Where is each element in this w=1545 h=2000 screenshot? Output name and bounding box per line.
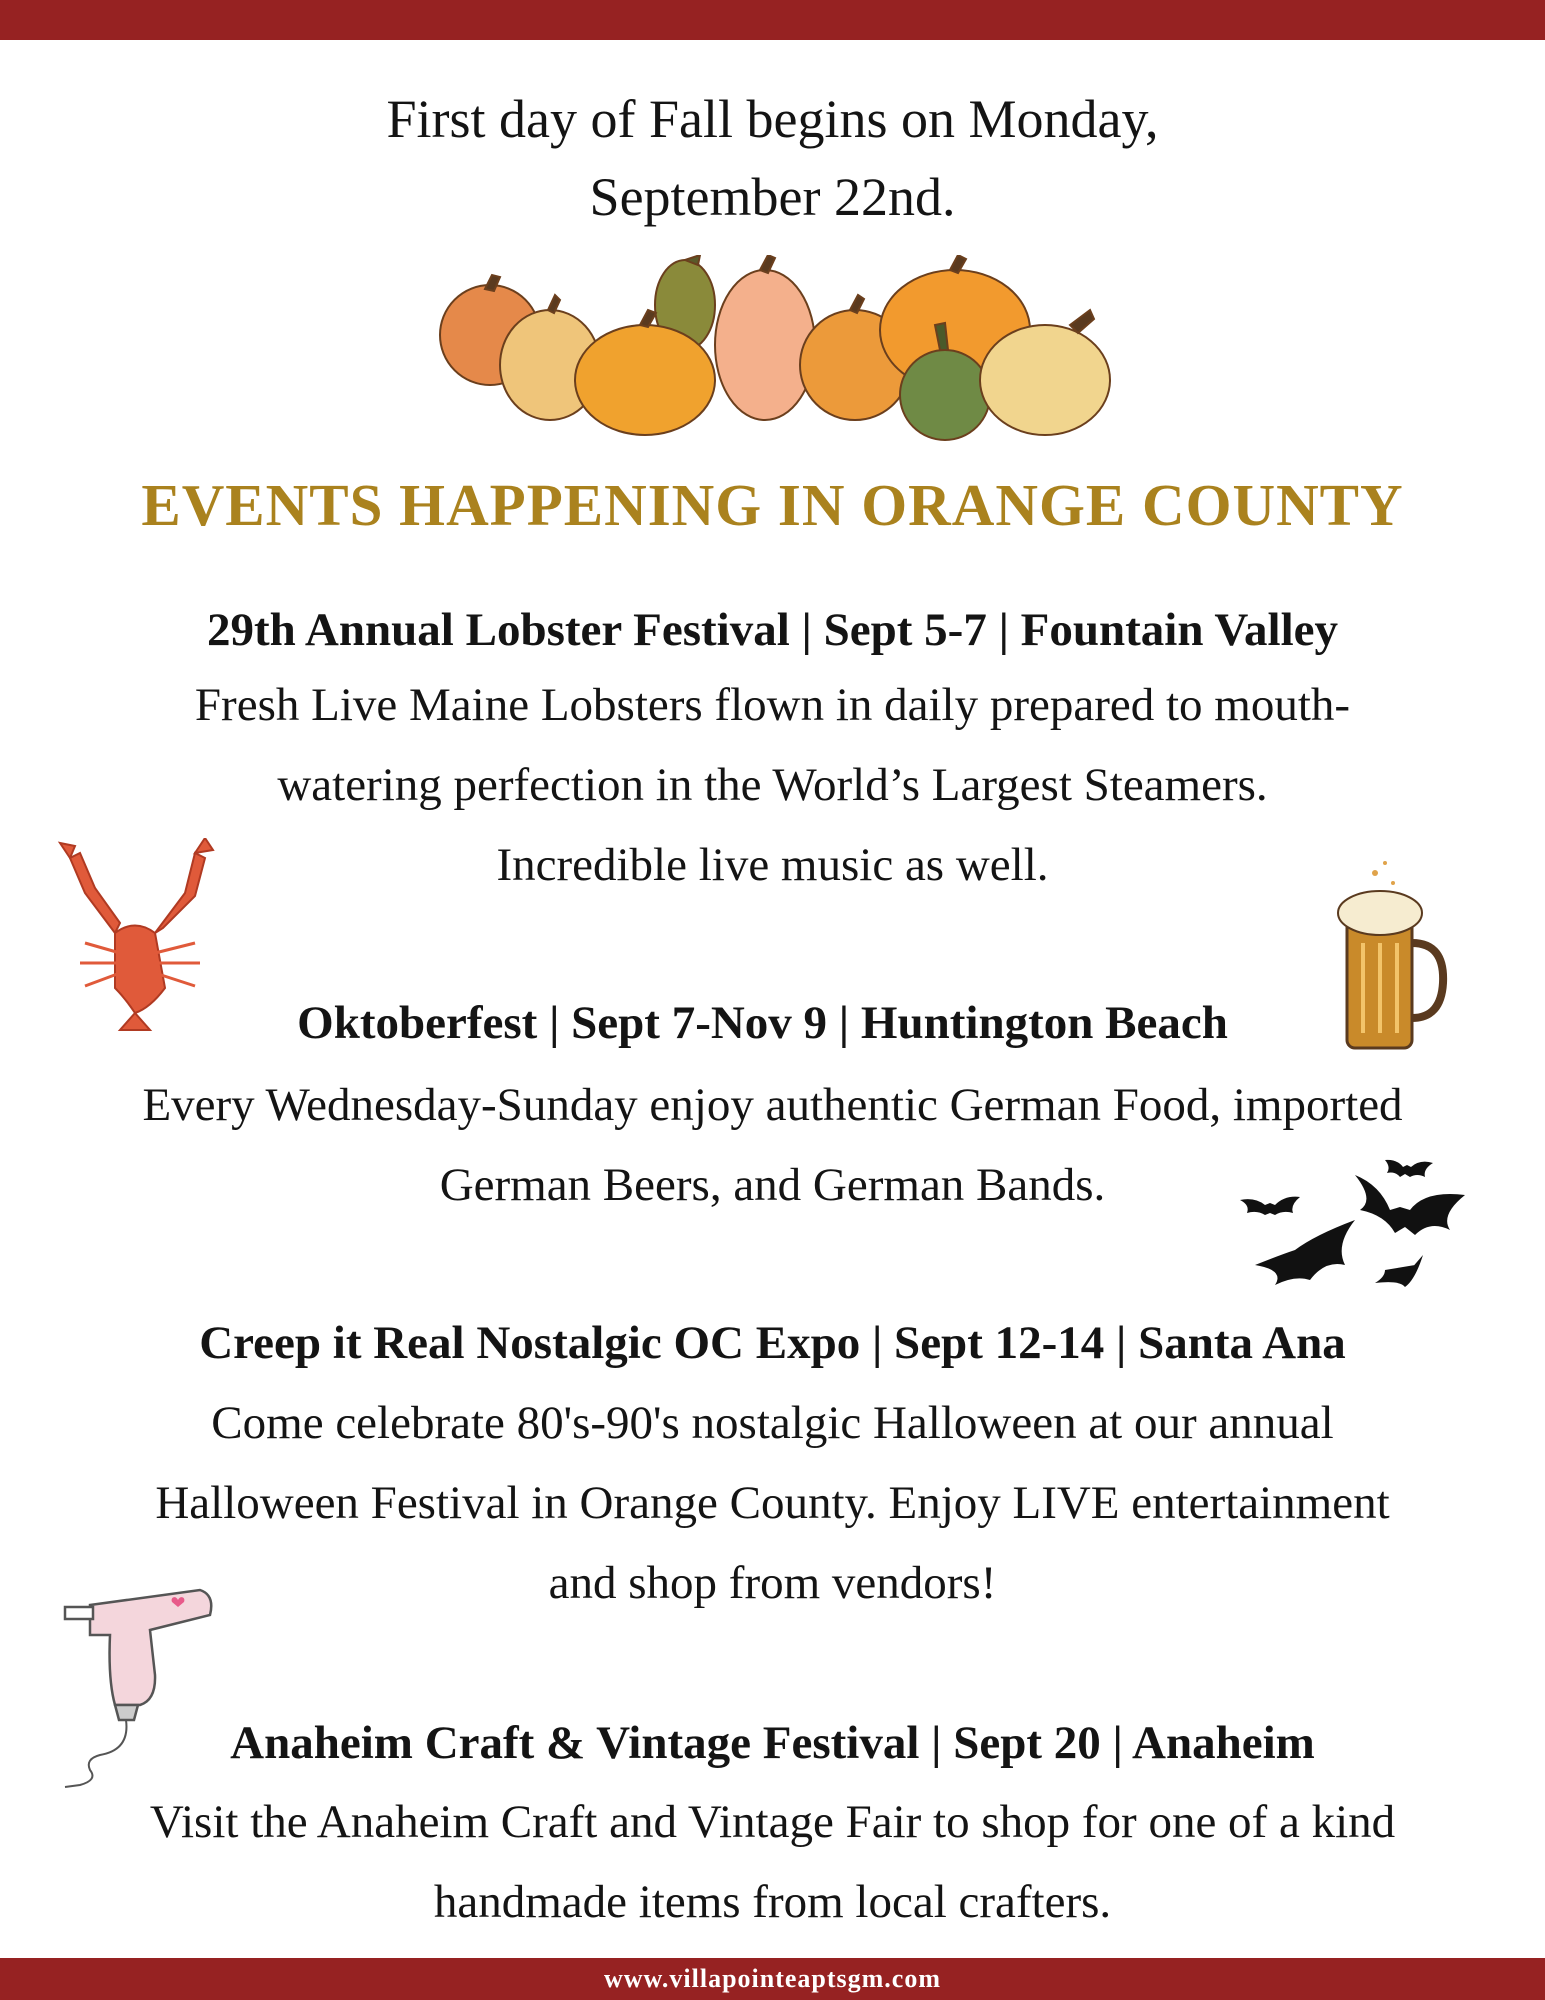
event-desc-line: Visit the Anaheim Craft and Vintage Fair to shop for one of a kind [149, 1796, 1396, 1848]
event-description-creep-it-real-expo [30, 1383, 1515, 1623]
pumpkins-illustration [430, 255, 1120, 445]
top-border-bar [0, 0, 1545, 40]
event-desc-line: Every Wednesday-Sunday enjoy authentic German Food, imported [142, 1079, 1403, 1131]
event-desc-line: Fresh Live Maine Lobsters flown in daily prepared to mouth- [194, 679, 1351, 731]
bats-icon [1235, 1155, 1485, 1320]
intro-line-2: September 22nd. [589, 167, 956, 227]
event-title-lobster-festival: 29th Annual Lobster Festival | Sept 5-7 | Fountain Valley [206, 604, 1339, 656]
intro-line-1: First day of Fall begins on Monday, [386, 89, 1159, 149]
events-heading: EVENTS HAPPENING IN ORANGE COUNTY [141, 472, 1404, 538]
event-desc-line: and shop from vendors! [548, 1557, 997, 1609]
event-title-oktoberfest: Oktoberfest | Sept 7-Nov 9 | Huntington Beach [297, 997, 1228, 1049]
event-desc-line: handmade items from local crafters. [433, 1876, 1112, 1928]
event-description-lobster-festival [30, 665, 1515, 905]
event-desc-line: Come celebrate 80's-90's nostalgic Halloween at our annual [211, 1397, 1334, 1449]
beer-mug-icon [1335, 858, 1450, 1058]
intro-text [0, 80, 1545, 236]
website-url[interactable]: www.villapointeaptsgm.com [604, 1964, 941, 1993]
event-title-creep-it-real-expo: Creep it Real Nostalgic OC Expo | Sept 12-14 | Santa Ana [199, 1317, 1346, 1369]
event-title-anaheim-craft-festival: Anaheim Craft & Vintage Festival | Sept 20 | Anaheim [230, 1717, 1315, 1769]
event-desc-line: Halloween Festival in Orange County. Enjoy LIVE entertainment [155, 1477, 1390, 1529]
event-desc-line: watering perfection in the World’s Largest Steamers. [277, 759, 1268, 811]
event-desc-line: Incredible live music as well. [496, 839, 1049, 891]
event-description-anaheim-craft-festival [30, 1782, 1515, 1942]
event-desc-line: German Beers, and German Bands. [439, 1159, 1106, 1211]
